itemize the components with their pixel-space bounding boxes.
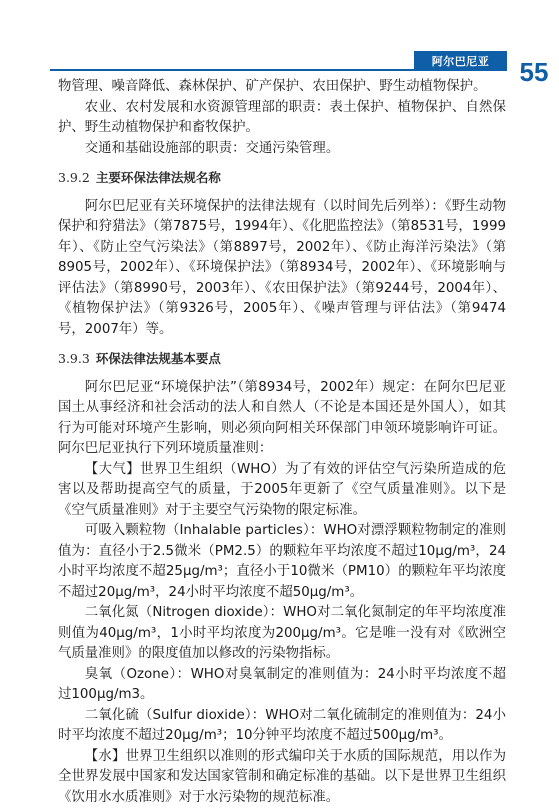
paragraph-air: 【大气】世界卫生组织（WHO）为了有效的评估空气污染所造成的危害以及帮助提高空气的质量，于2005年更新了《空气质量准则》。以下是《空气质量准则》对于主要空气污染物的限定标准。 (58, 460, 506, 522)
paragraph-ozone: 臭氧（Ozone）：WHO对臭氧制定的准则值为：24小时平均浓度不超过100μg/m3。 (58, 665, 506, 706)
paragraph-nitrogen-dioxide: 二氧化氮（Nitrogen dioxide）：WHO对二氧化氮制定的年平均浓度准则值为40μg/m³，1小时平均浓度为200μg/m³。它是唯一没有对《欧洲空气质量准则》的限度值加以修改的污染物指标。 (58, 603, 506, 665)
section-heading-3-9-3 (58, 349, 506, 370)
paragraph-environment-law: 阿尔巴尼亚“环境保护法”（第8934号，2002年）规定：在阿尔巴尼亚国土从事经济和社会活动的法人和自然人（不论是本国还是外国人），如其行为可能对环境产生影响，则必须向阿相关环保部门申领环境影响许可证。阿尔巴尼亚执行下列环境质量准则： (58, 378, 506, 460)
section-heading-3-9-2 (58, 168, 506, 189)
header-country-label: 阿尔巴尼亚 (432, 53, 490, 69)
paragraph-sulfur-dioxide: 二氧化硫（Sulfur dioxide）：WHO对二氧化硫制定的准则值为：24小时平均浓度不超过20μg/m³；10分钟平均浓度不超过500μg/m³。 (58, 706, 506, 747)
paragraph-transport-ministry: 交通和基础设施部的职责：交通污染管理。 (58, 139, 506, 160)
page-number: 55 (509, 54, 559, 90)
paragraph-agriculture-ministry: 农业、农村发展和水资源管理部的职责：表土保护、植物保护、自然保护、野生动植物保护和畜牧保护。 (58, 98, 506, 139)
paragraph-particulates: 可吸入颗粒物（Inhalable particles）：WHO对漂浮颗粒物制定的准则值为：直径小于2.5微米（PM2.5）的颗粒年平均浓度不超过10μg/m³，24小时平均浓度不超25μg/m³；直径小于10微米（PM10）的颗粒年平均浓度不超过20μg/m³，24小时平均浓度不超50μg/m³。 (58, 521, 506, 603)
header-rule (50, 69, 507, 71)
paragraph-water: 【水】世界卫生组织以准则的形式编印关于水质的国际规范，用以作为全世界发展中国家和发达国家管制和确定标准的基础。以下是世界卫生组织《饮用水水质准则》对于水污染物的规范标准。 (58, 747, 506, 808)
section-number: 3.9.2 (58, 170, 90, 185)
header-country-band (414, 51, 507, 70)
section-number: 3.9.3 (58, 351, 90, 366)
page-body (58, 77, 506, 808)
paragraph-law-list: 阿尔巴尼亚有关环境保护的法律法规有（以时间先后列举）：《野生动物保护和狩猎法》（第7875号，1994年）、《化肥监控法》（第8531号，1999年）、《防止空气污染法》（第8897号，2002年）、《防止海洋污染法》（第8905号，2002年）、《环境保护法》（第8934号，2002年）、《环境影响与评估法》（第8990号，2003年）、《农田保护法》（第9244号，2004年）、《植物保护法》（第9326号，2005年）、《噪声管理与评估法》（第9474号，2007年）等。 (58, 197, 506, 341)
section-title: 主要环保法律法规名称 (96, 170, 221, 185)
section-title: 环保法律法规基本要点 (96, 351, 221, 366)
paragraph-continued: 物管理、噪音降低、森林保护、矿产保护、农田保护、野生动植物保护。 (58, 77, 506, 98)
